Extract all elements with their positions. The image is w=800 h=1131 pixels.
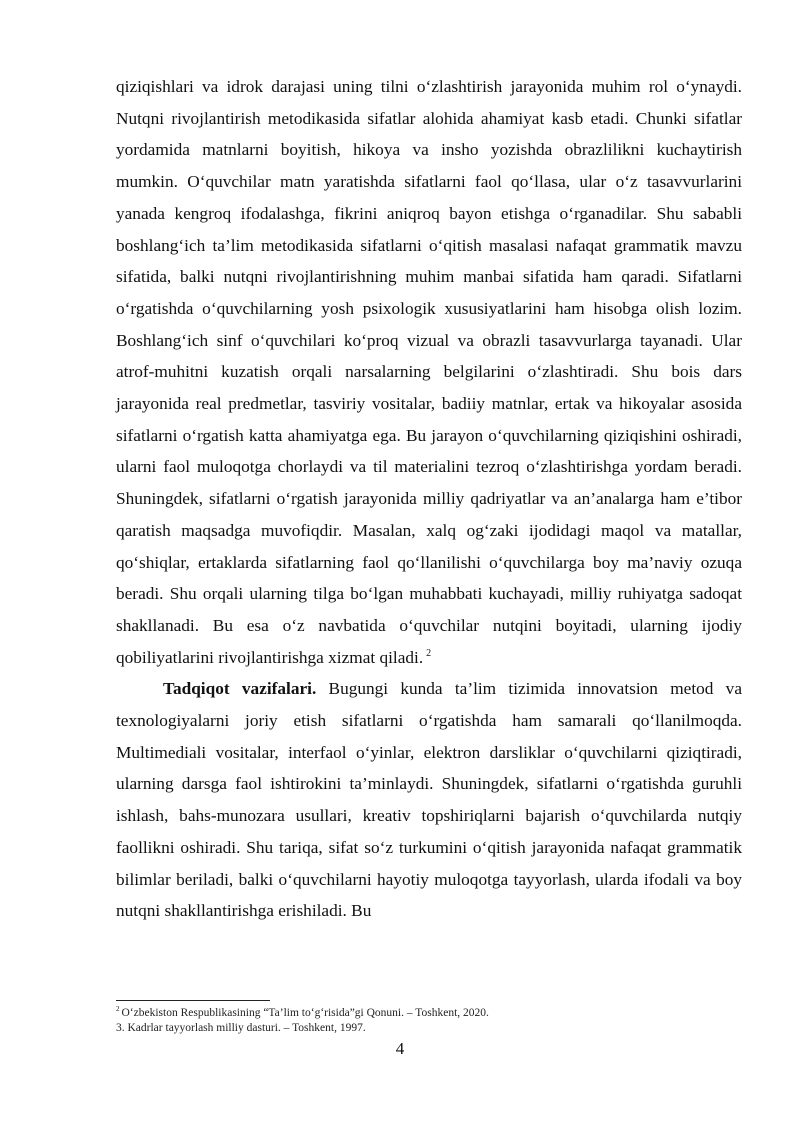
paragraph-1-text: qiziqishlari va idrok darajasi uning tilni o‘zlashtirish jarayonida muhim rol o‘ynaydi. Nutqni rivojlantirish metodikasida sifatlar alohida ahamiyat kasb etadi. Chunki sifatlar yordamida matnlarni boyitish, hikoya va insho yozishda obrazlilikni kuchaytirish mumkin. O‘quvchilar matn yaratishda sifatlarni faol qo‘llasa, ular o‘z tasavvurlarini yanada kengroq ifodalashga, fikrini aniqroq bayon etishga o‘rganadilar. Shu sababli boshlang‘ich ta’lim metodikasida sifatlarni o‘qitish masalasi nafaqat grammatik mavzu sifatida, balki nutqni rivojlantirishning muhim manbai sifatida ham qaradi. Sifatlarni o‘rgatishda o‘quvchilarning yosh psixologik xususiyatlarini ham hisobga olish lozim. Boshlang‘ich sinf o‘quvchilari ko‘proq vizual va obrazli tasavvurlarga tayanadi. Ular atrof-muhitni kuzatish orqali narsalarning belgilarini o‘zlashtiradi. Shu bois dars jarayonida real predmetlar, tasviriy vositalar, badiiy matnlar, ertak va hikoyalar asosida sifatlarni o‘rgatish katta ahamiyatga ega. Bu jarayon o‘quvchilarning qiziqishini oshiradi, ularni faol muloqotga chorlaydi va til materialini tezroq o‘zlashtirishga yordam beradi. Shuningdek, sifatlarni o‘rgatish jarayonida milliy qadriyatlar va an’analarga ham e’tibor qaratish maqsadga muvofiqdir. Masalan, xalq og‘zaki ijodidagi maqol va matallar, qo‘shiqlar, ertaklarda sifatlarning faol qo‘llanilishi o‘quvchilarga boy ma’naviy ozuqa beradi. Shu orqali ularning tilga bo‘lgan muhabbati kuchayadi, milliy ruhiyatga sadoqat shakllanadi. Bu esa o‘z navbatida o‘quvchilar nutqini boyitadi, ularning ijodiy qobiliyatlarini rivojlantirishga xizmat qiladi. [116, 77, 742, 667]
body-text [116, 71, 742, 927]
footnote-separator [116, 1000, 270, 1001]
footnote-reference: 2 [426, 647, 432, 659]
section-heading-inline: Tadqiqot vazifalari. [163, 679, 317, 699]
paragraph-1 [116, 71, 742, 673]
footnote-item [116, 1006, 742, 1021]
paragraph-2 [116, 673, 742, 927]
footnote-item [116, 1021, 742, 1036]
paragraph-2-text: Bugungi kunda ta’lim tizimida innovatsion metod va texnologiyalarni joriy etish sifatlarni o‘rgatishda ham samarali qo‘llanilmoqda. Multimediali vositalar, interfaol o‘yinlar, elektron darsliklar o‘quvchilarni qiziqtiradi, ularning darsga faol ishtirokini ta’minlaydi. Shuningdek, sifatlarni o‘rgatishda guruhli ishlash, bahs-munozara usullari, kreativ topshiriqlarni bajarish o‘quvchilarda nutqiy faollikni oshiradi. Shu tariqa, sifat so‘z turkumini o‘qitish jarayonida nafaqat grammatik bilimlar beriladi, balki o‘quvchilarni hayotiy muloqotga tayyorlash, ularda ifodali va boy nutqni shakllantirishga erishiladi. Bu [116, 679, 742, 921]
footnote-text: O‘zbekiston Respublikasining “Ta’lim to‘g‘risida”gi Qonuni. – Toshkent, 2020. [121, 1007, 489, 1019]
footnote-mark: 2 [116, 1005, 120, 1014]
footnotes [116, 1006, 742, 1036]
footnote-text: 3. Kadrlar tayyorlash milliy dasturi. – Toshkent, 1997. [116, 1022, 366, 1034]
page-number: 4 [395, 1039, 405, 1058]
